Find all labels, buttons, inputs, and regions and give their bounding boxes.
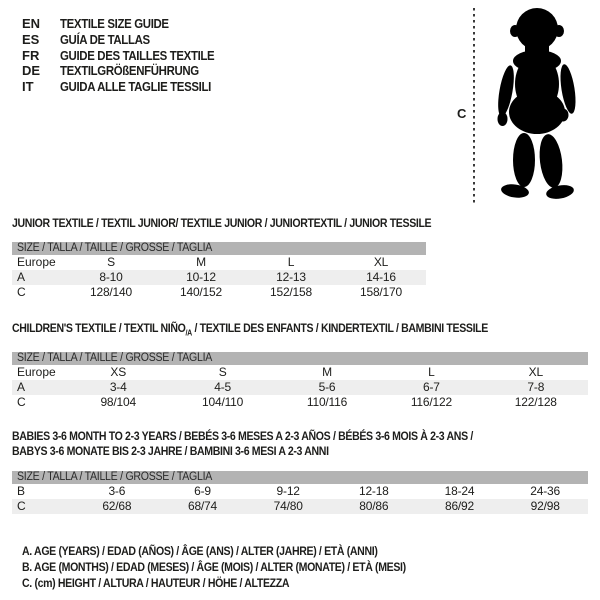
language-code: DE [22, 63, 41, 79]
size-cell: 152/158 [270, 285, 312, 299]
children-row-age [12, 380, 588, 395]
language-row-es [22, 32, 235, 48]
language-title: GUIDE DES TAILLES TEXTILE [60, 47, 215, 63]
size-cell: 116/122 [410, 395, 452, 409]
language-code: IT [22, 79, 34, 95]
junior-row-europe [12, 255, 426, 270]
size-cell: 104/110 [202, 395, 244, 409]
footnote-c: C. (cm) HEIGHT / ALTURA / HAUTEUR / HÖHE / ALTEZZA [22, 576, 290, 590]
size-cell: 24-36 [530, 484, 560, 498]
size-header-label: SIZE / TALLA / TAILLE / GRÖSSE / TAGLIA [17, 471, 213, 483]
size-cell: 98/104 [100, 395, 136, 409]
size-cell: 158/170 [360, 285, 402, 299]
size-cell: 3-4 [109, 380, 127, 394]
size-cell: L [287, 255, 295, 269]
language-code: EN [22, 16, 41, 32]
footnote-a: A. AGE (YEARS) / EDAD (AÑOS) / ÂGE (ANS) / ALTER (JAHRE) / ETÀ (ANNI) [22, 544, 378, 558]
footnote-b: B. AGE (MONTHS) / EDAD (MESES) / ÂGE (MOIS) / ALTER (MONATE) / ETÀ (MESI) [22, 560, 406, 574]
junior-table-title: JUNIOR TEXTILE / TEXTIL JUNIOR/ TEXTILE JUNIOR / JUNIORTEXTIL / JUNIOR TESSILE [12, 216, 432, 230]
language-row-fr [22, 47, 235, 63]
size-cell: S [107, 255, 115, 269]
size-cell: 128/140 [90, 285, 132, 299]
language-row-it [22, 79, 235, 95]
height-measure-label: C [457, 106, 467, 121]
size-cell: 3-6 [108, 484, 126, 498]
babies-title-line1: BABIES 3-6 MONTH TO 2-3 YEARS / BEBÉS 3-6 MESES A 2-3 AÑOS / BÉBÉS 3-6 MOIS À 2-3 ANS / [12, 429, 473, 443]
children-title-post: / TEXTILE DES ENFANTS / KINDERTEXTIL / BAMBINI TESSILE [191, 321, 488, 335]
children-title-pre: CHILDREN'S TEXTILE / TEXTIL NIÑO [12, 321, 186, 335]
language-title: GUIDA ALLE TAGLIE TESSILI [60, 79, 211, 95]
size-cell: 8-10 [99, 270, 123, 284]
row-label: C [17, 395, 26, 409]
size-cell: S [218, 365, 227, 379]
junior-size-header-band [12, 242, 426, 255]
babies-table-title [12, 429, 588, 459]
junior-row-age [12, 270, 426, 285]
language-row-en [22, 16, 235, 32]
row-label: B [17, 484, 26, 498]
children-row-europe [12, 365, 588, 380]
language-title: GUÍA DE TALLAS [60, 32, 150, 48]
size-cell: 9-12 [276, 484, 300, 498]
row-label: Europe [17, 365, 56, 379]
size-cell: 140/152 [180, 285, 222, 299]
size-cell: XL [373, 255, 389, 269]
size-cell: XL [528, 365, 543, 379]
size-header-label: SIZE / TALLA / TAILLE / GRÖSSE / TAGLIA [17, 352, 213, 364]
size-cell: 5-6 [318, 380, 336, 394]
language-title: TEXTILE SIZE GUIDE [60, 16, 169, 32]
size-cell: 10-12 [186, 270, 216, 284]
row-label: C [17, 285, 26, 299]
language-title: TEXTILGRÖßENFÜHRUNG [60, 63, 199, 79]
row-label: A [17, 270, 26, 284]
babies-row-height [12, 499, 588, 514]
size-cell: 122/128 [514, 395, 557, 409]
junior-row-height [12, 285, 426, 300]
row-label: A [17, 380, 26, 394]
size-cell: 62/68 [102, 499, 132, 513]
children-title-sub: /A [185, 328, 192, 338]
babies-title-line2: BABYS 3-6 MONATE BIS 2-3 JAHRE / BAMBINI 3-6 MESI A 2-3 ANNI [12, 444, 329, 458]
size-cell: 80/86 [359, 499, 389, 513]
size-cell: 110/116 [306, 395, 348, 409]
size-cell: 18-24 [444, 484, 475, 498]
size-cell: L [428, 365, 435, 379]
babies-size-table [12, 429, 588, 514]
footnotes [22, 543, 458, 591]
row-label: C [17, 499, 26, 513]
size-cell: 4-5 [214, 380, 231, 394]
row-label: Europe [17, 255, 56, 269]
size-cell: 68/74 [187, 499, 217, 513]
children-row-height [12, 395, 588, 410]
size-cell: 92/98 [530, 499, 560, 513]
children-size-table [12, 322, 588, 410]
children-size-header-band [12, 352, 588, 365]
language-row-de [22, 63, 235, 79]
size-cell: 6-9 [194, 484, 211, 498]
size-cell: 12-18 [358, 484, 389, 498]
size-cell: 86/92 [444, 499, 474, 513]
size-cell: XS [110, 365, 126, 379]
height-measure-dashed-line [472, 8, 476, 206]
size-cell: M [322, 365, 332, 379]
toddler-silhouette-icon [484, 6, 590, 206]
language-legend [22, 16, 235, 94]
language-code: FR [22, 47, 40, 63]
babies-size-header-band [12, 471, 588, 484]
size-cell: 14-16 [366, 270, 396, 284]
junior-size-table [12, 216, 432, 300]
babies-row-months [12, 484, 588, 499]
size-cell: 7-8 [527, 380, 545, 394]
size-cell: 12-13 [276, 270, 306, 284]
language-code: ES [22, 32, 40, 48]
size-cell: 6-7 [423, 380, 440, 394]
children-table-title [12, 322, 488, 339]
size-header-label: SIZE / TALLA / TAILLE / GRÖSSE / TAGLIA [17, 242, 213, 254]
size-cell: 74/80 [273, 499, 303, 513]
size-cell: M [196, 255, 206, 269]
